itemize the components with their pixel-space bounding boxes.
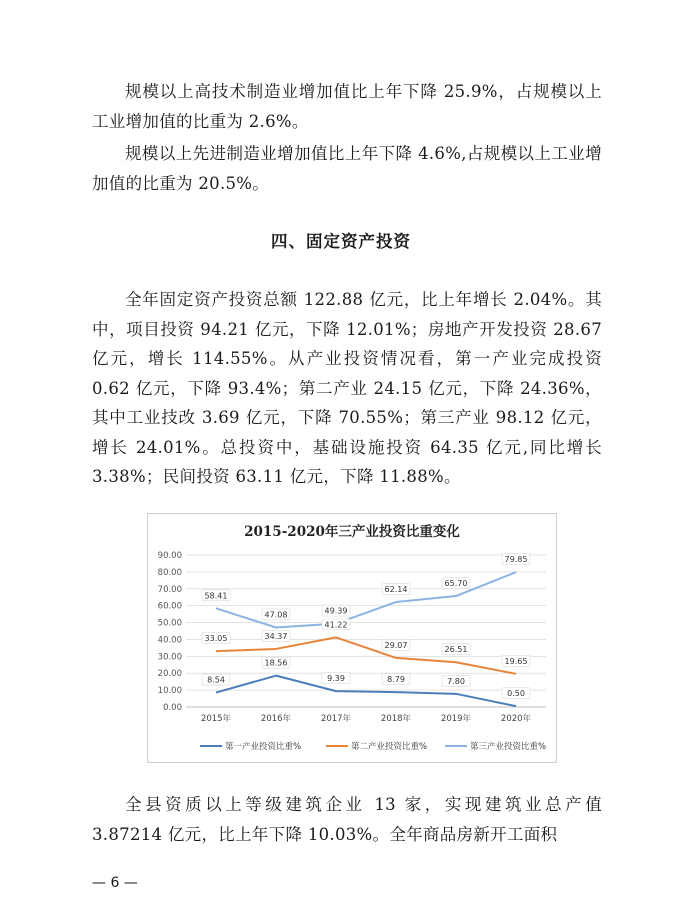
data-label: 79.85 (504, 555, 528, 565)
data-label: 65.70 (444, 579, 468, 589)
investment-chart (147, 513, 557, 763)
y-tick-label: 20.00 (157, 669, 182, 680)
data-label: 8.54 (207, 675, 225, 685)
chart-svg (148, 514, 556, 762)
data-label: 19.65 (504, 656, 528, 666)
data-label: 41.22 (324, 620, 348, 630)
x-tick-label: 2016年 (260, 714, 292, 724)
y-tick-label: 40.00 (157, 635, 182, 646)
data-label: 7.80 (447, 676, 465, 686)
y-tick-label: 60.00 (157, 601, 182, 612)
series-line-3 (216, 572, 516, 630)
data-label: 58.41 (204, 591, 228, 601)
data-label: 29.07 (384, 640, 408, 650)
chart-title: 2015-2020年三产业投资比重变化 (244, 524, 460, 540)
y-tick-label: 80.00 (157, 567, 182, 578)
data-label: 47.08 (264, 610, 288, 620)
paragraph-advanced-manufacturing: 规模以上先进制造业增加值比上年下降 4.6%,占规模以上工业增加值的比重为 20.5%。 (92, 144, 602, 193)
data-label: 18.56 (264, 658, 288, 668)
y-tick-label: 0.00 (163, 703, 182, 713)
paragraph-construction: 全县资质以上等级建筑企业 13 家，实现建筑业总产值 3.87214 亿元，比上年下降 10.03%。全年商品房新开工面积 (92, 795, 602, 844)
data-label: 8.79 (387, 675, 405, 685)
data-label: 0.50 (507, 689, 525, 699)
legend-label: 第三产业投资比重% (470, 742, 547, 752)
x-tick-label: 2015年 (200, 714, 232, 724)
y-tick-label: 30.00 (157, 652, 182, 663)
x-tick-label: 2017年 (320, 714, 352, 724)
y-tick-label: 50.00 (157, 618, 182, 629)
data-label: 62.14 (384, 585, 408, 595)
data-label: 26.51 (444, 645, 468, 655)
x-tick-label: 2020年 (500, 714, 532, 724)
series-line-2 (216, 637, 516, 673)
data-label: 9.39 (327, 674, 345, 684)
y-tick-label: 70.00 (157, 584, 182, 595)
series-line-1 (216, 676, 516, 707)
x-tick-label: 2019年 (440, 714, 472, 724)
paragraph-fixed-investment: 全年固定资产投资总额 122.88 亿元，比上年增长 2.04%。其中，项目投资 94.21 亿元，下降 12.01%；房地产开发投资 28.67 亿元，增长 114.55%。从产业投资情况看，第一产业完成投资 0.62 亿元，下降 93.4%；第二产业 24.15 亿元，下降 24.36%，其中工业技改 3.69 亿元，下降 70.55%；第三产业 98.12 亿元，增长 24.01%。总投资中，基础设施投资 64.35 亿元,同比增长 3.38%；民间投资 63.11 亿元，下降 11.88%。 (92, 290, 602, 486)
data-label: 33.05 (204, 634, 228, 644)
legend-label: 第二产业投资比重% (351, 742, 428, 752)
x-tick-label: 2018年 (380, 714, 412, 724)
data-label: 34.37 (264, 631, 288, 641)
section-heading: 四、固定资产投资 (271, 232, 411, 251)
y-tick-label: 90.00 (157, 551, 182, 561)
y-tick-label: 10.00 (157, 686, 182, 697)
legend-label: 第一产业投资比重% (225, 742, 302, 752)
page-number: — 6 — (92, 875, 138, 891)
paragraph-high-tech: 规模以上高技术制造业增加值比上年下降 25.9%，占规模以上工业增加值的比重为 2.6%。 (92, 82, 602, 131)
data-label: 49.39 (324, 606, 348, 616)
